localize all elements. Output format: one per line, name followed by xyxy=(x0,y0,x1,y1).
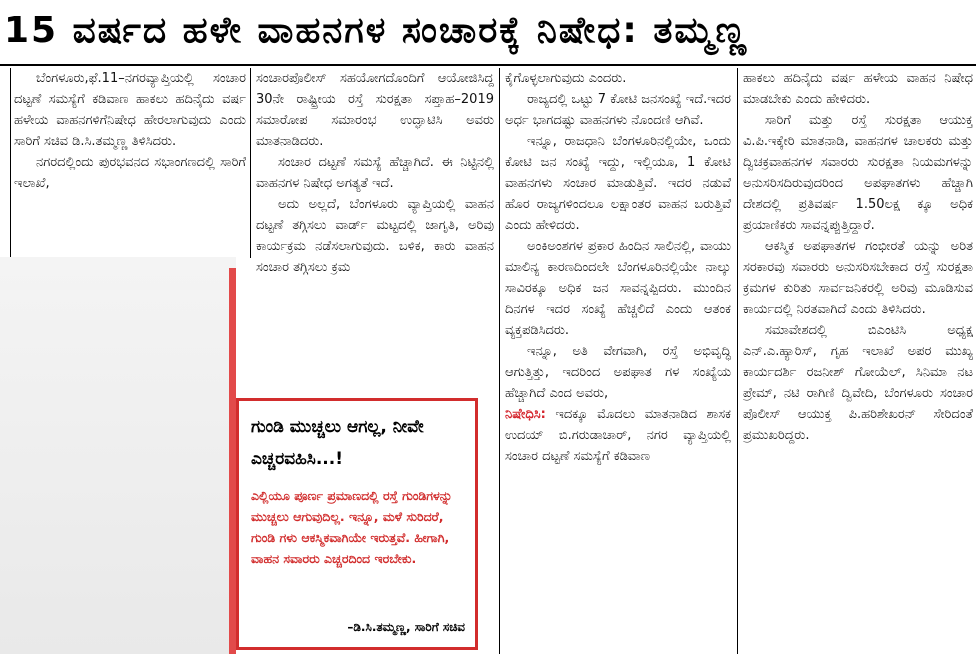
paragraph: ಅದು ಅಲ್ಲದೆ, ಬೆಂಗಳೂರು ವ್ಯಾಪ್ತಿಯಲ್ಲಿ ವಾಹನ ದಟ್ಟಣೆ ತಗ್ಗಿಸಲು ವಾರ್ಡ್ ಮಟ್ಟದಲ್ಲಿ ಜಾಗೃತಿ, ಅರಿವು ಕಾರ್ಯಕ್ರಮ ನಡೆಸಲಾಗುವುದು. ಬಳಿಕ, ಕಾರು ವಾಹನ ಸಂಚಾರ ತಗ್ಗಿಸಲು ಕ್ರಮ xyxy=(256,197,494,275)
photo-edge xyxy=(229,268,236,654)
quote-box-signature: –ಡಿ.ಸಿ.ತಮ್ಮಣ್ಣ, ಸಾರಿಗೆ ಸಚಿವ xyxy=(347,620,465,634)
headline: 15 ವರ್ಷದ ಹಳೇ ವಾಹನಗಳ ಸಂಚಾರಕ್ಕೆ ನಿಷೇಧ: ತಮ್ಮಣ್ಣ xyxy=(4,10,749,51)
article-column-4 xyxy=(743,68,973,654)
subheading-label: ನಿಷೇಧಿಸಿ: xyxy=(505,407,546,422)
paragraph: ಸಂಚಾರ ದಟ್ಟಣೆ ಸಮಸ್ಯೆ ಹೆಚ್ಚಾಗಿದೆ. ಈ ನಿಟ್ಟಿನಲ್ಲಿ ವಾಹನಗಳ ನಿಷೇಧ ಅಗತ್ಯತೆ ಇದೆ. xyxy=(256,155,494,191)
paragraph: ಇನ್ನೂ, ಅತಿ ವೇಗವಾಗಿ, ರಸ್ತೆ ಅಭಿವೃದ್ಧಿ ಆಗುತ್ತಿತ್ತು, ಇದರಿಂದ ಅಪಘಾತ ಗಳ ಸಂಖ್ಯೆಯ ಹೆಚ್ಚಾಗಿದೆ ಎಂದ ಅವರು, xyxy=(505,344,731,401)
headline-rule xyxy=(0,64,976,66)
paragraph: ಹಾಕಲು ಹದಿನೈದು ವರ್ಷ ಹಳೇಯ ವಾಹನ ನಿಷೇಧ ಮಾಡಬೇಕು ಎಂದು ಹೇಳಿದರು. xyxy=(743,71,973,107)
quote-box xyxy=(236,398,478,650)
article-column-3 xyxy=(505,68,731,654)
article-column-2 xyxy=(256,68,494,386)
paragraph: ರಾಜ್ಯದಲ್ಲಿ ಒಟ್ಟು 7 ಕೋಟಿ ಜನಸಂಖ್ಯೆ ಇದೆ.ಇದರ ಅರ್ಧ ಭಾಗದಷ್ಟು ವಾಹನಗಳು ನೊಂದಣಿ ಆಗಿವೆ. xyxy=(505,92,731,128)
quote-box-title: ಗುಂಡಿ ಮುಚ್ಚಲು ಆಗಲ್ಲ, ನೀವೇ ಎಚ್ಚರವಹಿಸಿ...! xyxy=(251,417,424,469)
paragraph-text: ಇದಕ್ಕೂ ಮೊದಲು ಮಾತನಾಡಿದ ಶಾಸಕ ಉದಯ್ ಬಿ.ಗರುಡಾಚಾರ್, ನಗರ ವ್ಯಾಪ್ತಿಯಲ್ಲಿ ಸಂಚಾರ ದಟ್ಟಣೆ ಸಮಸ್ಯೆಗೆ ಕಡಿವಾಣ xyxy=(505,407,731,464)
paragraph: ನಗರದಲ್ಲಿಂದು ಪುರಭವನದ ಸಭಾಂಗಣದಲ್ಲಿ ಸಾರಿಗೆ ಇಲಾಖೆ, xyxy=(14,155,246,191)
paragraph xyxy=(505,404,731,467)
paragraph: ಬೆಂಗಳೂರು,ಫೆ.11–ನಗರವ್ಯಾಪ್ತಿಯಲ್ಲಿ ಸಂಚಾರ ದಟ್ಟಣೆ ಸಮಸ್ಯೆಗೆ ಕಡಿವಾಣ ಹಾಕಲು ಹದಿನೈದು ವರ್ಷ ಹಳೇಯ ವಾಹನಗಳಿಗೆನಿಷೇಧ ಹೇರಲಾಗುವುದು ಎಂದು ಸಾರಿಗೆ ಸಚಿವ ಡಿ.ಸಿ.ತಮ್ಮಣ್ಣ ತಿಳಿಸಿದರು. xyxy=(14,71,246,149)
paragraph: ಅಂಕಿಅಂಶಗಳ ಪ್ರಕಾರ ಹಿಂದಿನ ಸಾಲಿನಲ್ಲಿ, ವಾಯು ಮಾಲಿನ್ಯ ಕಾರಣದಿಂದಲೇ ಬೆಂಗಳೂರಿನಲ್ಲಿಯೇ ನಾಲ್ಕು ಸಾವಿರಕ್ಕೂ ಅಧಿಕ ಜನ ಸಾವನ್ನಪ್ಪಿದರು. ಮುಂದಿನ ದಿನಗಳ ಇದರ ಸಂಖ್ಯೆ ಹೆಚ್ಚಲಿದೆ ಎಂದು ಆತಂಕ ವ್ಯಕ್ತಪಡಿಸಿದರು. xyxy=(505,239,731,338)
column-divider xyxy=(10,68,11,258)
article-column-1 xyxy=(14,68,246,254)
paragraph: ಸಾರಿಗೆ ಮತ್ತು ರಸ್ತೆ ಸುರಕ್ಷತಾ ಆಯುಕ್ತ ವಿ.ಪಿ.ಇಕ್ಕೇರಿ ಮಾತನಾಡಿ, ವಾಹನಗಳ ಚಾಲಕರು ಮತ್ತು ದ್ವಿಚಕ್ರವಾಹನಗಳ ಸವಾರರು ಸುರಕ್ಷತಾ ನಿಯಮಗಳನ್ನು ಅನುಸರಿಸದಿರುವುದರಿಂದ ಅಪಘಾತಗಳು ಹೆಚ್ಚಾಗಿ ದೇಶದಲ್ಲಿ ಪ್ರತಿವರ್ಷ 1.50ಲಕ್ಷ ಕ್ಕೂ ಅಧಿಕ ಪ್ರಯಾಣಿಕರು ಸಾವನ್ನಪ್ಪುತ್ತಿದ್ದಾರೆ. xyxy=(743,113,973,233)
paragraph: ಸಮಾವೇಶದಲ್ಲಿ ಬಿಎಂಟಿಸಿ ಅಧ್ಯಕ್ಷ ಎನ್.ಎ.ಹ್ಯಾರಿಸ್, ಗೃಹ ಇಲಾಖೆ ಅಪರ ಮುಖ್ಯ ಕಾರ್ಯದರ್ಶಿ ರಜನೀಶ್ ಗೋಯೆಲ್, ಸಿನಿಮಾ ನಟ ಪ್ರೇಮ್, ನಟಿ ರಾಗಿಣಿ ದ್ವಿವೇದಿ, ಬೆಂಗಳೂರು ಸಂಚಾರ ಪೊಲೀಸ್ ಆಯುಕ್ತ ಪಿ.ಹರಿಶೇಖರನ್ ಸೇರಿದಂತೆ ಪ್ರಮುಖರಿದ್ದರು. xyxy=(743,323,973,443)
column-divider xyxy=(737,68,738,654)
quote-box-body: ಎಲ್ಲಿಯೂ ಪೂರ್ಣ ಪ್ರಮಾಣದಲ್ಲಿ ರಸ್ತೆ ಗುಂಡಿಗಳನ್ನು ಮುಚ್ಚಲು ಆಗುವುದಿಲ್ಲ. ಇನ್ನೂ, ಮಳೆ ಸುರಿದರೆ, ಗುಂಡಿ ಗಳು ಆಕಸ್ಮಿಕವಾಗಿಯೇ ಇರುತ್ತವೆ. ಹೀಗಾಗಿ, ವಾಹನ ಸವಾರರು ಎಚ್ಚರದಿಂದ ಇರಬೇಕು. xyxy=(251,488,453,566)
paragraph: ಇನ್ನೂ, ರಾಜಧಾನಿ ಬೆಂಗಳೂರಿನಲ್ಲಿಯೇ, ಒಂದು ಕೋಟಿ ಜನ ಸಂಖ್ಯೆ ಇದ್ದು, ಇಲ್ಲಿಯೂ, 1 ಕೋಟಿ ವಾಹನಗಳು ಸಂಚಾರ ಮಾಡುತ್ತಿವೆ. ಇದರ ನಡುವೆ ಹೊರ ರಾಜ್ಯಗಳಿಂದಲೂ ಲಕ್ಷಾಂತರ ವಾಹನ ಬರುತ್ತಿವೆ ಎಂದು ಹೇಳಿದರು. xyxy=(505,134,731,233)
column-divider xyxy=(499,68,500,654)
paragraph: ಕೈಗೊಳ್ಳಲಾಗುವುದು ಎಂದರು. xyxy=(505,71,627,86)
column-divider xyxy=(250,68,251,258)
paragraph: ಆಕಸ್ಮಿಕ ಅಪಘಾತಗಳ ಗಂಭೀರತೆ ಯನ್ನು ಅರಿತ ಸರಕಾರವು ಸವಾರರು ಅನುಸರಿಸಬೇಕಾದ ರಸ್ತೆ ಸುರಕ್ಷತಾ ಕ್ರಮಗಳ ಕುರಿತು ಸಾರ್ವಜನಿಕರಲ್ಲಿ ಅರಿವು ಮೂಡಿಸುವ ಕಾರ್ಯದಲ್ಲಿ ನಿರತವಾಗಿದೆ ಎಂದು ತಿಳಿಸಿದರು. xyxy=(743,239,973,317)
paragraph: ಸಂಚಾರಪೊಲೀಸ್ ಸಹಯೋಗದೊಂದಿಗೆ ಆಯೋಜಿಸಿದ್ದ 30ನೇ ರಾಷ್ಟ್ರೀಯ ರಸ್ತೆ ಸುರಕ್ಷತಾ ಸಪ್ತಾಹ–2019 ಸಮಾರೋಪ ಸಮಾರಂಭ ಉದ್ಘಾಟಿಸಿ ಅವರು ಮಾತನಾಡಿದರು. xyxy=(256,71,494,149)
photo xyxy=(0,257,236,654)
